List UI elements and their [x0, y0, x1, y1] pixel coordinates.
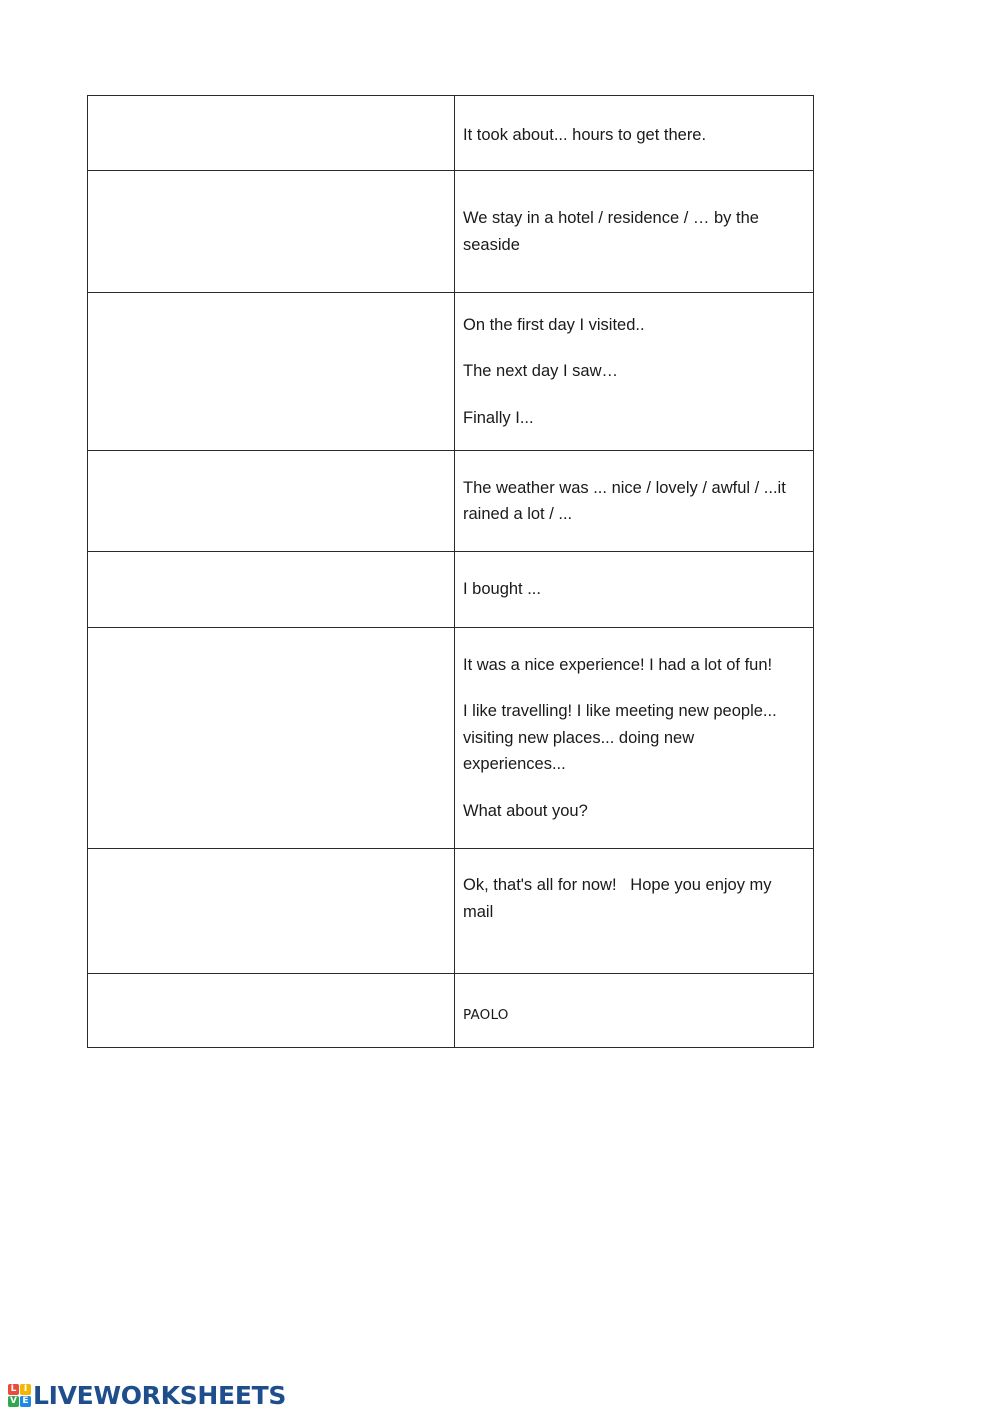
table-row — [88, 974, 814, 1048]
prompt-line: I like travelling! I like meeting new people... — [463, 702, 777, 721]
prompt-cell — [455, 552, 814, 628]
answer-cell[interactable] — [88, 451, 455, 552]
liveworksheets-logo[interactable] — [8, 1381, 286, 1409]
prompt-cell — [455, 628, 814, 849]
prompt-line: The next day I saw… — [463, 362, 618, 381]
prompt-line: I bought ... — [463, 580, 541, 599]
prompt-line: It took about... hours to get there. — [463, 125, 707, 144]
logo-tile-v: V — [8, 1396, 19, 1407]
prompt-line: mail — [463, 902, 494, 921]
prompt-cell — [455, 451, 814, 552]
prompt-line: On the first day I visited.. — [463, 315, 645, 334]
answer-cell[interactable] — [88, 849, 455, 974]
logo-tile-i: I — [20, 1384, 31, 1395]
prompt-cell — [455, 974, 814, 1048]
prompt-line: visiting new places... doing new — [463, 728, 695, 747]
logo-icon — [8, 1384, 31, 1407]
prompt-line: We stay in a hotel / residence / … by the — [463, 209, 759, 227]
table-row — [88, 171, 814, 293]
table-row — [88, 849, 814, 974]
prompt-line: experiences... — [463, 755, 566, 774]
prompt-cell — [455, 849, 814, 974]
writing-template-table — [87, 95, 814, 1048]
prompt-line: What about you? — [463, 801, 588, 820]
prompt-line: Finally I... — [463, 408, 534, 427]
prompt-cell — [455, 171, 814, 293]
table-row — [88, 552, 814, 628]
answer-cell[interactable] — [88, 96, 455, 171]
prompt-line: The weather was ... nice / lovely / awful / ...it — [463, 478, 786, 497]
prompt-line: It was a nice experience! I had a lot of fun! — [463, 655, 773, 674]
prompt-cell — [455, 96, 814, 171]
table-row — [88, 293, 814, 451]
answer-cell[interactable] — [88, 552, 455, 628]
signature-text: PAOLO — [463, 1007, 509, 1024]
logo-wordmark: LIVEWORKSHEETS — [33, 1380, 287, 1410]
logo-tile-l: L — [8, 1384, 19, 1395]
answer-cell[interactable] — [88, 293, 455, 451]
prompt-line: Ok, that's all for now! Hope you enjoy my — [463, 876, 772, 894]
answer-cell[interactable] — [88, 628, 455, 849]
prompt-line: seaside — [463, 235, 520, 254]
answer-cell[interactable] — [88, 974, 455, 1048]
prompt-line: rained a lot / ... — [463, 505, 573, 523]
table-row — [88, 451, 814, 552]
logo-tile-e: E — [20, 1396, 31, 1407]
answer-cell[interactable] — [88, 171, 455, 293]
table-row — [88, 96, 814, 171]
table-row — [88, 628, 814, 849]
prompt-cell — [455, 293, 814, 451]
